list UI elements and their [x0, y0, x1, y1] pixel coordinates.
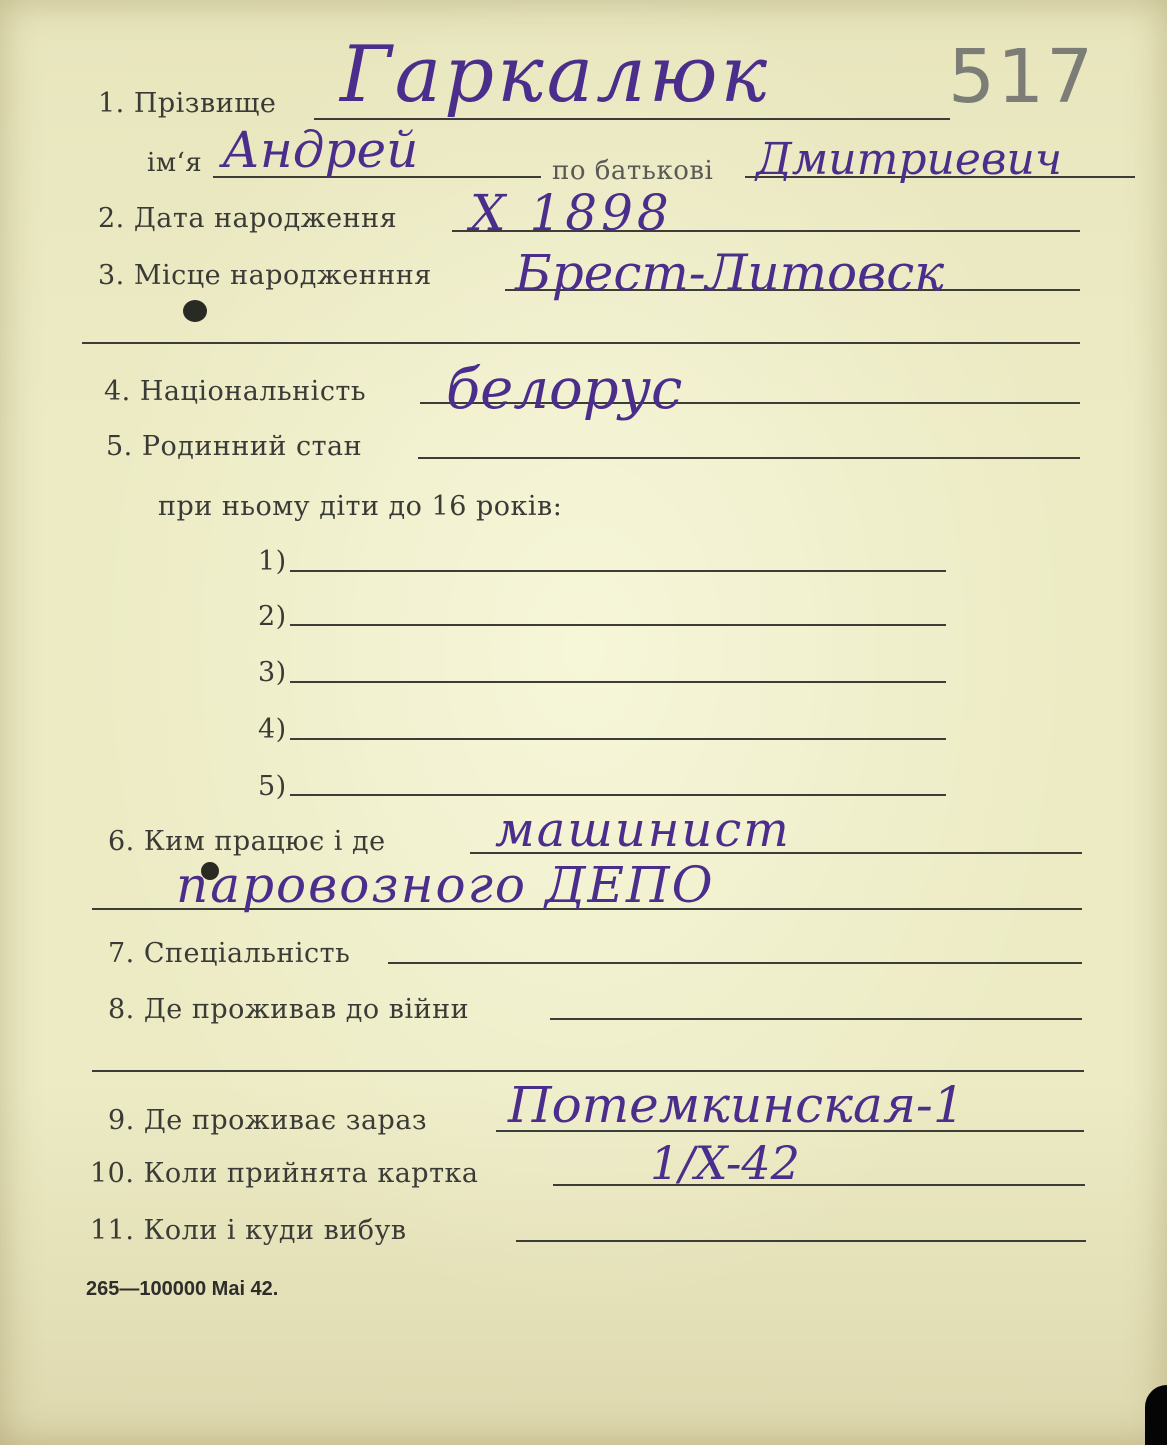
- work-value: машинист: [495, 802, 791, 858]
- birth-place-label: 3. Місце народженння: [98, 260, 432, 291]
- child-5-line: [290, 794, 946, 796]
- prewar-line: [550, 1018, 1082, 1020]
- patronymic-value: Дмитриевич: [756, 134, 1063, 185]
- current-value: Потемкинская-1: [508, 1076, 965, 1134]
- punch-hole-top: [183, 300, 207, 322]
- specialty-label: 7. Спеціальність: [108, 938, 351, 969]
- card-date-line: [553, 1184, 1085, 1186]
- birth-date-label: 2. Дата народження: [98, 203, 398, 234]
- child-1-label: 1): [258, 546, 287, 577]
- birth-place-line-2: [82, 342, 1080, 344]
- departed-label: 11. Коли і куди вибув: [90, 1215, 407, 1246]
- birth-date-value: X 1898: [470, 184, 673, 242]
- child-5-label: 5): [258, 771, 287, 802]
- child-2-label: 2): [258, 601, 287, 632]
- marital-line: [418, 457, 1080, 459]
- marital-label: 5. Родинний стан: [106, 431, 363, 462]
- prewar-label: 8. Де проживав до війни: [108, 994, 470, 1025]
- specialty-line: [388, 962, 1082, 964]
- first-name-value: Андрей: [222, 121, 419, 179]
- corner-shadow-bottom-right: [1145, 1385, 1167, 1445]
- birth-place-value: Брест-Литовск: [515, 244, 945, 302]
- nationality-value: белорус: [446, 357, 683, 422]
- child-3-label: 3): [258, 657, 287, 688]
- patronymic-label: по батькові: [552, 156, 714, 186]
- nationality-label: 4. Національність: [104, 376, 367, 407]
- departed-line: [516, 1240, 1086, 1242]
- child-4-label: 4): [258, 714, 287, 745]
- child-4-line: [290, 738, 946, 740]
- surname-label: 1. Прізвище: [98, 88, 277, 119]
- first-name-label: ім‘я: [147, 148, 203, 178]
- prewar-line-2: [92, 1070, 1084, 1072]
- card-date-value: 1/X-42: [650, 1136, 800, 1190]
- child-3-line: [290, 681, 946, 683]
- children-label: при ньому діти до 16 років:: [158, 491, 563, 522]
- work-value-2: паровозного ДЕПО: [176, 856, 715, 914]
- print-code: 265—100000 Mai 42.: [86, 1278, 279, 1300]
- surname-value: Гаркалюк: [340, 30, 771, 120]
- card-number: 517: [948, 34, 1096, 120]
- child-1-line: [290, 570, 946, 572]
- work-label: 6. Ким працює і де: [108, 826, 386, 857]
- current-label: 9. Де проживає зараз: [108, 1105, 428, 1136]
- card-date-label: 10. Коли прийнята картка: [90, 1158, 479, 1189]
- child-2-line: [290, 624, 946, 626]
